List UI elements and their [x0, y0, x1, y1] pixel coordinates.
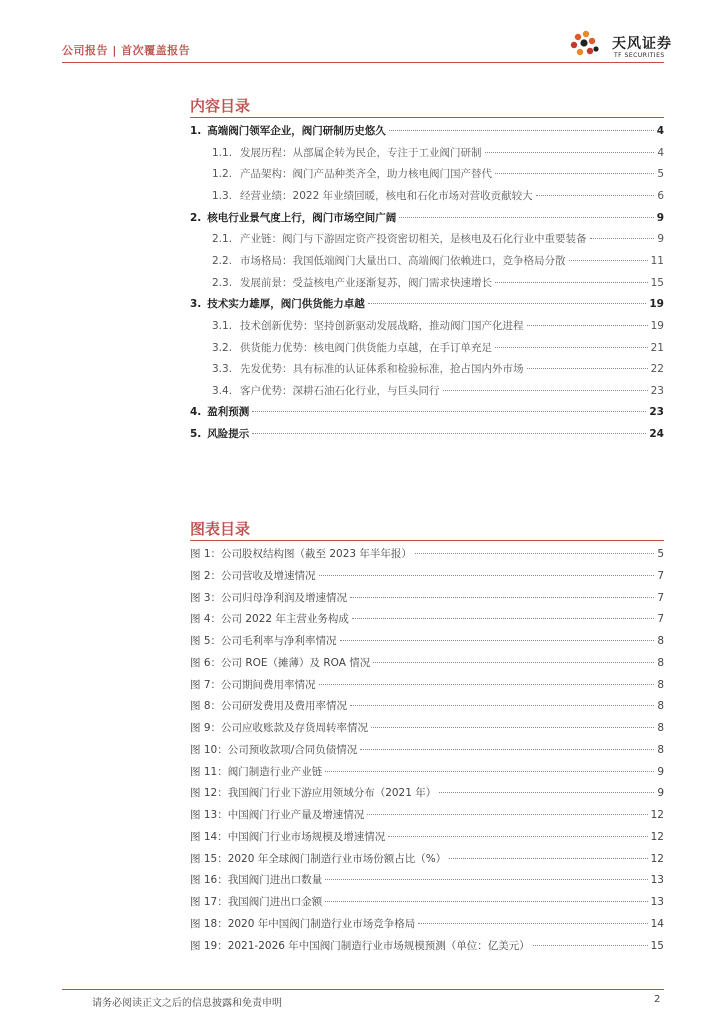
- toc-entry-text: 技术实力雄厚，阀门供货能力卓越: [207, 298, 365, 311]
- figure-leader-dots: [373, 662, 654, 663]
- figure-entry-text: 图 2：公司营收及增速情况: [190, 569, 316, 582]
- figure-entry[interactable]: [190, 590, 664, 610]
- figure-entry-text: 图 6：公司 ROE（摊薄）及 ROA 情况: [190, 656, 371, 669]
- logo-subtext: TF SECURITIES: [614, 52, 665, 59]
- toc-entry[interactable]: [212, 318, 664, 338]
- figure-entry-text: 图 19：2021-2026 年中国阀门制造行业市场规模预测（单位：亿美元）: [190, 939, 530, 952]
- toc-entry[interactable]: [212, 340, 664, 360]
- figure-entry-page: 12: [650, 830, 664, 843]
- toc-entry-text: 供货能力优势：核电阀门供货能力卓越，在手订单充足: [240, 341, 493, 354]
- toc-entry-text: 产品架构：阀门产品种类齐全，助力核电阀门国产替代: [240, 168, 493, 181]
- toc-leader-dots: [536, 195, 655, 196]
- figure-entry-page: 13: [650, 896, 664, 908]
- figure-entry-page: 9: [657, 787, 664, 800]
- toc-entry-number: 2.: [190, 211, 202, 224]
- toc-leader-dots: [495, 347, 648, 348]
- toc-leader-dots: [495, 282, 648, 283]
- toc-entry-text: 客户优势：深耕石油石化行业，与巨头同行: [240, 384, 440, 397]
- toc-entry-text: 发展历程：从部属企转为民企，专注于工业阀门研制: [240, 146, 482, 159]
- figure-entry[interactable]: [190, 655, 664, 675]
- figure-entry-text: 图 7：公司期间费用率情况: [190, 678, 316, 691]
- toc-title: 内容目录: [190, 97, 251, 115]
- figure-entry-page: 5: [657, 548, 664, 560]
- figure-entry[interactable]: [190, 851, 664, 871]
- toc-entry-number: 3.4.: [212, 384, 233, 397]
- toc-leader-dots: [495, 173, 654, 174]
- figure-entry[interactable]: [190, 894, 664, 914]
- toc-title-divider: [190, 117, 664, 118]
- figure-leader-dots: [350, 705, 654, 706]
- figures-title: 图表目录: [190, 520, 251, 538]
- toc-entry-number: 3.: [190, 298, 202, 311]
- toc-entry-number: 2.1.: [212, 233, 233, 246]
- toc-leader-dots: [590, 238, 655, 239]
- figure-entry-page: 8: [657, 635, 664, 647]
- toc-leader-dots: [389, 130, 654, 131]
- toc-entry-page: 22: [650, 363, 664, 376]
- figure-leader-dots: [418, 923, 647, 924]
- toc-entry[interactable]: [212, 275, 664, 295]
- figure-leader-dots: [449, 858, 647, 859]
- toc-entry-page: 21: [650, 341, 664, 354]
- toc-entry-number: 3.1.: [212, 319, 233, 332]
- toc-entry-number: 3.3.: [212, 363, 233, 376]
- figure-entry[interactable]: [190, 720, 664, 740]
- toc-entry-page: 9: [657, 233, 664, 246]
- toc-entry-text: 产业链：阀门与下游固定资产投资密切相关，是核电及石化行业中重要装备: [240, 233, 587, 246]
- figure-entry-page: 8: [657, 656, 664, 669]
- toc-entry-number: 3.2.: [212, 341, 233, 354]
- toc-leader-dots: [569, 260, 648, 261]
- figure-entry-text: 图 8：公司研发费用及费用率情况: [190, 700, 348, 713]
- toc-entry-page: 9: [656, 211, 664, 224]
- figure-entry[interactable]: [190, 742, 664, 762]
- figure-entry[interactable]: [190, 568, 664, 588]
- toc-entry[interactable]: [212, 253, 664, 273]
- figure-leader-dots: [415, 553, 654, 554]
- toc-entry-number: 4.: [190, 406, 202, 419]
- toc-entry-page: 15: [650, 276, 664, 289]
- toc-entry[interactable]: [212, 231, 664, 251]
- figure-leader-dots: [325, 879, 647, 880]
- figure-entry-page: 7: [657, 591, 664, 604]
- figure-entry-text: 图 18：2020 年中国阀门制造行业市场竞争格局: [190, 917, 416, 930]
- toc-entry-page: 4: [656, 125, 664, 137]
- report-type-label: 公司报告 | 首次覆盖报告: [62, 44, 191, 57]
- toc-leader-dots: [485, 152, 655, 153]
- toc-leader-dots: [252, 433, 646, 434]
- figure-leader-dots: [533, 945, 648, 946]
- toc-entry-text: 市场格局：我国低端阀门大量出口、高端阀门依赖进口，竞争格局分散: [240, 254, 566, 267]
- figure-entry[interactable]: [190, 829, 664, 849]
- figure-entry-page: 13: [650, 874, 664, 887]
- logo-text: 天风证券: [612, 36, 672, 52]
- figure-entry-text: 图 1：公司股权结构图（截至 2023 年半年报）: [190, 548, 412, 560]
- toc-entry[interactable]: [190, 404, 664, 424]
- figure-entry[interactable]: [190, 698, 664, 718]
- figure-leader-dots: [352, 618, 654, 619]
- toc-entry[interactable]: [190, 296, 664, 316]
- figure-leader-dots: [388, 836, 647, 837]
- figure-entry[interactable]: [190, 633, 664, 653]
- toc-entry-page: 23: [650, 384, 664, 397]
- figure-entry-text: 图 13：中国阀门行业产量及增速情况: [190, 809, 365, 821]
- figure-entry-page: 8: [657, 743, 664, 756]
- toc-entry-page: 19: [650, 319, 664, 332]
- figure-leader-dots: [325, 771, 654, 772]
- toc-entry-text: 风险提示: [207, 428, 250, 441]
- toc-entry-text: 盈利预测: [207, 406, 250, 419]
- toc-entry[interactable]: [212, 361, 664, 381]
- toc-entry[interactable]: [212, 166, 664, 186]
- toc-entry-text: 经营业绩：2022 年业绩回暖，核电和石化市场对营收贡献较大: [240, 189, 533, 202]
- toc-entry[interactable]: [190, 123, 664, 143]
- toc-entry-number: 1.2.: [212, 168, 233, 181]
- figure-entry[interactable]: [190, 764, 664, 784]
- toc-entry[interactable]: [190, 426, 664, 446]
- toc-leader-dots: [527, 368, 648, 369]
- figure-entry-text: 图 10：公司预收款项/合同负债情况: [190, 743, 358, 756]
- toc-entry[interactable]: [212, 145, 664, 165]
- figure-entry-text: 图 4：公司 2022 年主营业务构成: [190, 613, 349, 626]
- toc-entry[interactable]: [212, 188, 664, 208]
- figure-entry-text: 图 14：中国阀门行业市场规模及增速情况: [190, 830, 386, 843]
- toc-entry-text: 核电行业景气度上行，阀门市场空间广阔: [207, 211, 397, 224]
- figure-entry-page: 8: [657, 700, 664, 713]
- toc-entry-page: 5: [657, 168, 664, 181]
- toc-entry-number: 1.: [190, 125, 202, 137]
- toc-entry[interactable]: [212, 383, 664, 403]
- figure-entry-page: 12: [650, 852, 664, 865]
- figure-entry-page: 9: [657, 765, 664, 778]
- toc-leader-dots: [443, 390, 648, 391]
- toc-entry-page: 24: [649, 428, 664, 441]
- figure-leader-dots: [360, 749, 654, 750]
- toc-entry-page: 23: [649, 406, 664, 419]
- toc-leader-dots: [399, 217, 653, 218]
- toc-entry-page: 4: [657, 146, 664, 159]
- toc-entry-page: 19: [649, 298, 664, 311]
- footer-disclaimer: 请务必阅读正文之后的信息披露和免责申明: [92, 998, 282, 1009]
- figure-entry-page: 8: [657, 722, 664, 734]
- figure-leader-dots: [340, 640, 655, 641]
- toc-entry-page: 11: [650, 254, 664, 267]
- figure-entry[interactable]: [190, 916, 664, 936]
- figure-entry-text: 图 3：公司归母净利润及增速情况: [190, 591, 348, 604]
- figure-leader-dots: [325, 901, 647, 902]
- toc-entry-number: 2.3.: [212, 276, 233, 289]
- toc-leader-dots: [368, 303, 647, 304]
- toc-entry-text: 技术创新优势：坚持创新驱动发展战略，推动阀门国产化进程: [240, 319, 524, 332]
- figure-entry[interactable]: [190, 807, 664, 827]
- figure-leader-dots: [439, 792, 654, 793]
- figure-leader-dots: [350, 597, 654, 598]
- toc-leader-dots: [527, 325, 648, 326]
- figure-leader-dots: [319, 684, 655, 685]
- figure-entry-page: 15: [650, 939, 664, 952]
- toc-entry-text: 高端阀门领军企业，阀门研制历史悠久: [207, 125, 386, 137]
- toc-entry-number: 2.2.: [212, 254, 233, 267]
- figure-entry[interactable]: [190, 677, 664, 697]
- figure-entry-text: 图 9：公司应收账款及存货周转率情况: [190, 722, 369, 734]
- figure-entry[interactable]: [190, 785, 664, 805]
- header-divider: [62, 62, 664, 63]
- figure-entry-text: 图 15：2020 年全球阀门制造行业市场份额占比（%）: [190, 852, 447, 865]
- figure-entry-page: 7: [657, 613, 664, 626]
- figures-title-divider: [190, 540, 664, 541]
- toc-entry-text: 发展前景：受益核电产业逐渐复苏，阀门需求快速增长: [240, 276, 493, 289]
- toc-entry-text: 先发优势：具有标准的认证体系和检验标准，抢占国内外市场: [240, 363, 524, 376]
- figure-entry-text: 图 11：阀门制造行业产业链: [190, 765, 323, 778]
- figure-entry[interactable]: [190, 872, 664, 892]
- page-number: 2: [654, 994, 661, 1005]
- figure-entry-text: 图 12：我国阀门行业下游应用领域分布（2021 年）: [190, 787, 437, 800]
- figure-entry-page: 7: [657, 569, 664, 582]
- figure-entry-text: 图 17：我国阀门进出口金额: [190, 896, 323, 908]
- figure-entry[interactable]: [190, 938, 664, 958]
- footer-divider: [62, 989, 664, 990]
- figure-leader-dots: [319, 575, 655, 576]
- figure-entry-page: 12: [650, 809, 664, 821]
- figure-entry[interactable]: [190, 546, 664, 566]
- figure-entry-text: 图 16：我国阀门进出口数量: [190, 874, 323, 887]
- toc-entry-number: 1.3.: [212, 189, 233, 202]
- toc-entry-page: 6: [657, 189, 664, 202]
- figure-entry-page: 14: [650, 917, 664, 930]
- figure-leader-dots: [367, 814, 647, 815]
- figure-leader-dots: [371, 727, 654, 728]
- toc-entry-number: 5.: [190, 428, 202, 441]
- toc-entry[interactable]: [190, 210, 664, 230]
- figure-entry[interactable]: [190, 611, 664, 631]
- toc-leader-dots: [252, 411, 646, 412]
- toc-entry-number: 1.1.: [212, 146, 233, 159]
- figure-entry-text: 图 5：公司毛利率与净利率情况: [190, 635, 337, 647]
- figure-entry-page: 8: [657, 678, 664, 691]
